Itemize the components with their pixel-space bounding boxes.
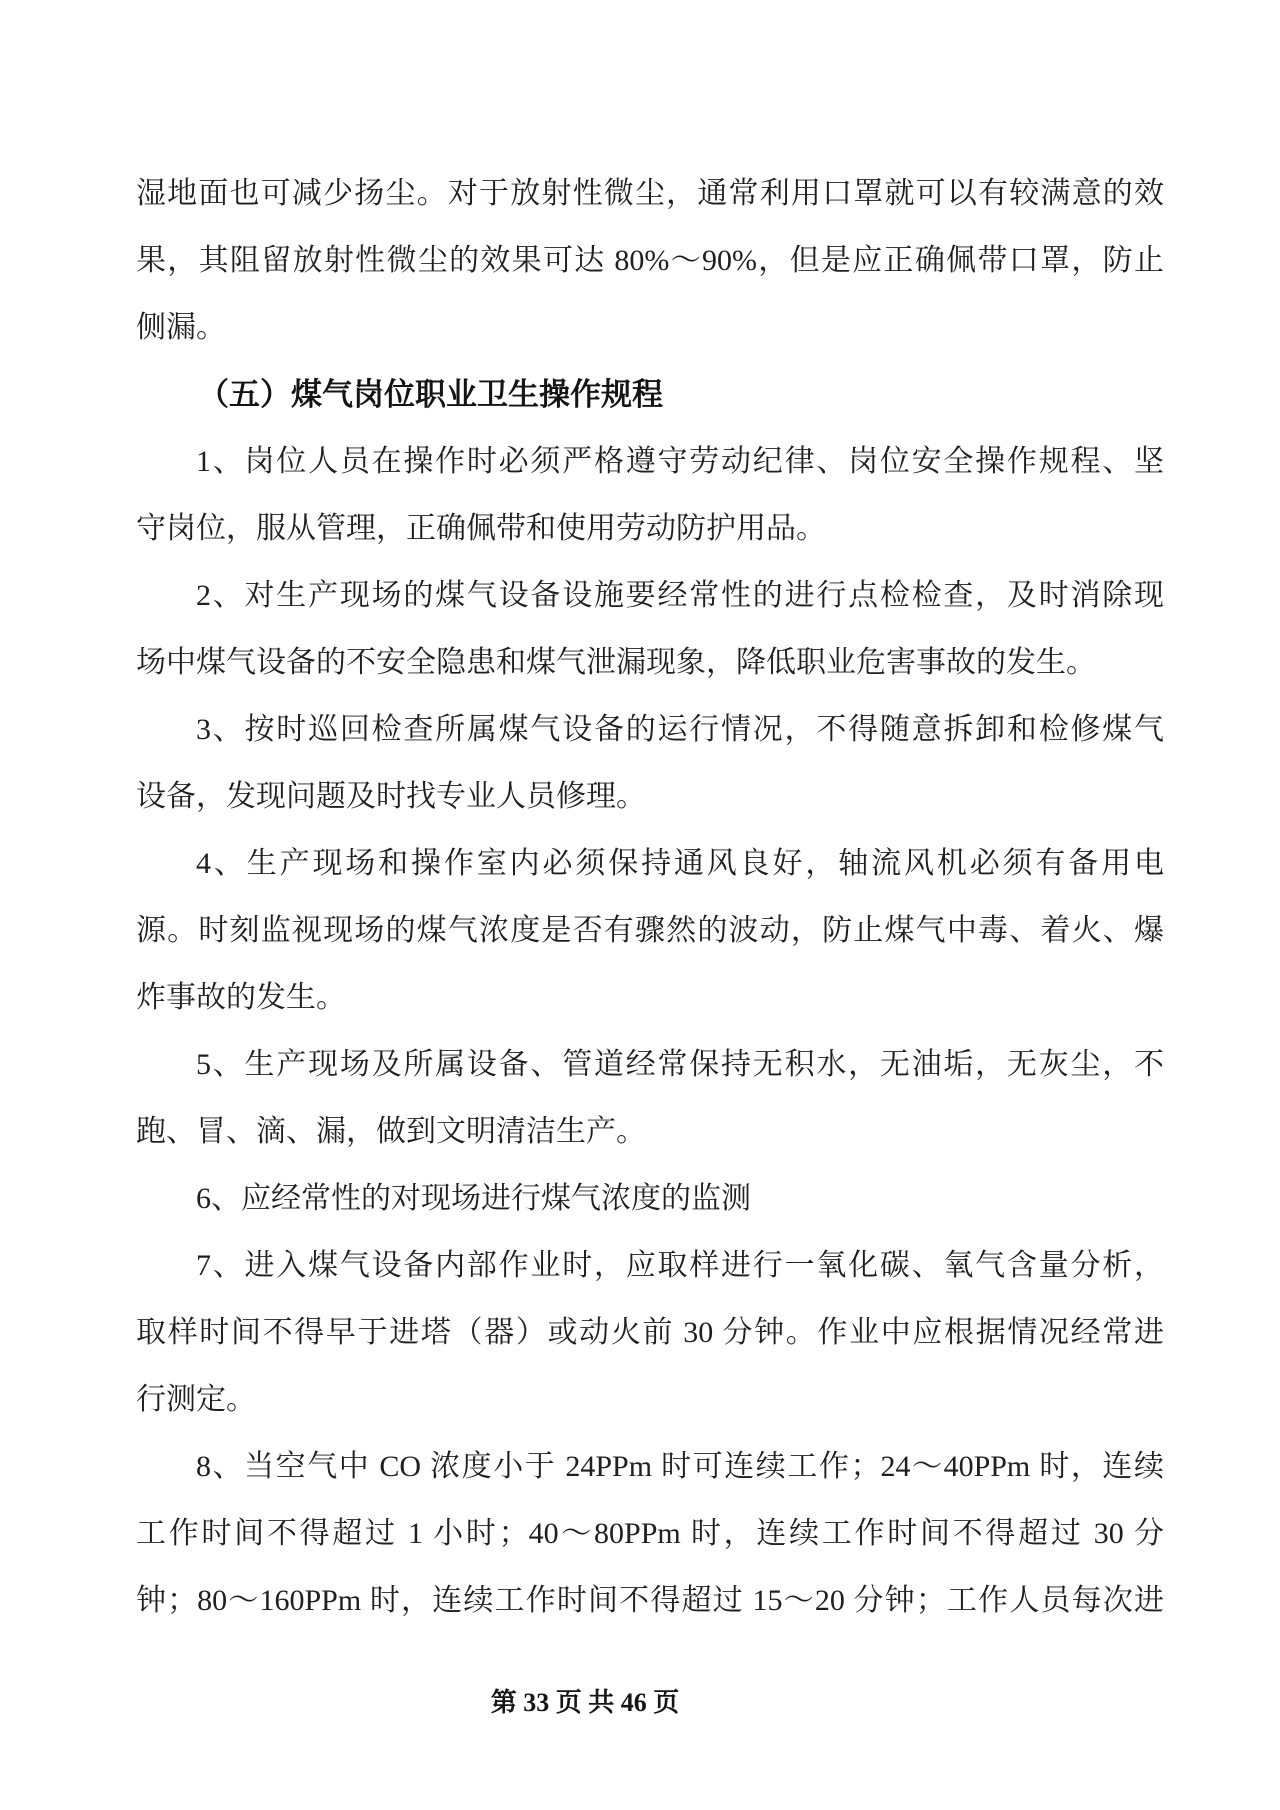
text-line: 行测定。 (136, 1383, 256, 1416)
text-line: 侧漏。 (136, 311, 226, 344)
text-line: 守岗位，服从管理，正确佩带和使用劳动防护用品。 (136, 512, 826, 545)
text-line: 跑、冒、滴、漏，做到文明清洁生产。 (136, 1115, 646, 1148)
list-item-4-line: 4、生产现场和操作室内必须保持通风良好，轴流风机必须有备用电 (196, 847, 1164, 880)
text-line: 湿地面也可减少扬尘。对于放射性微尘，通常利用口罩就可以有较满意的效 (136, 177, 1164, 210)
list-item-7-line: 7、进入煤气设备内部作业时，应取样进行一氧化碳、氧气含量分析， (196, 1249, 1164, 1282)
list-item-2-line: 2、对生产现场的煤气设备设施要经常性的进行点检检查，及时消除现 (196, 579, 1164, 612)
text-line: 场中煤气设备的不安全隐患和煤气泄漏现象，降低职业危害事故的发生。 (136, 646, 1096, 679)
page-number-footer: 第 33 页 共 46 页 (490, 1688, 680, 1717)
text-line: 工作时间不得超过 1 小时；40～80PPm 时，连续工作时间不得超过 30 分 (136, 1517, 1164, 1550)
list-item-1-line: 1、岗位人员在操作时必须严格遵守劳动纪律、岗位安全操作规程、坚 (196, 445, 1164, 478)
list-item-3-line: 3、按时巡回检查所属煤气设备的运行情况，不得随意拆卸和检修煤气 (196, 713, 1164, 746)
text-line: 炸事故的发生。 (136, 981, 346, 1014)
text-line: 设备，发现问题及时找专业人员修理。 (136, 780, 646, 813)
list-item-5-line: 5、生产现场及所属设备、管道经常保持无积水，无油垢，无灰尘，不 (196, 1048, 1164, 1081)
section-heading: （五）煤气岗位职业卫生操作规程 (198, 377, 663, 412)
text-line: 果，其阻留放射性微尘的效果可达 80%～90%，但是应正确佩带口罩，防止 (136, 244, 1164, 277)
document-text-block (136, 160, 1164, 1634)
text-line: 取样时间不得早于进塔（器）或动火前 30 分钟。作业中应根据情况经常进 (136, 1316, 1164, 1349)
text-line: 源。时刻监视现场的煤气浓度是否有骤然的波动，防止煤气中毒、着火、爆 (136, 914, 1164, 947)
text-line: 钟；80～160PPm 时，连续工作时间不得超过 15～20 分钟；工作人员每次进 (136, 1584, 1164, 1617)
list-item-6-line: 6、应经常性的对现场进行煤气浓度的监测 (196, 1182, 751, 1215)
list-item-8-line: 8、当空气中 CO 浓度小于 24PPm 时可连续工作；24～40PPm 时，连续 (196, 1450, 1164, 1483)
